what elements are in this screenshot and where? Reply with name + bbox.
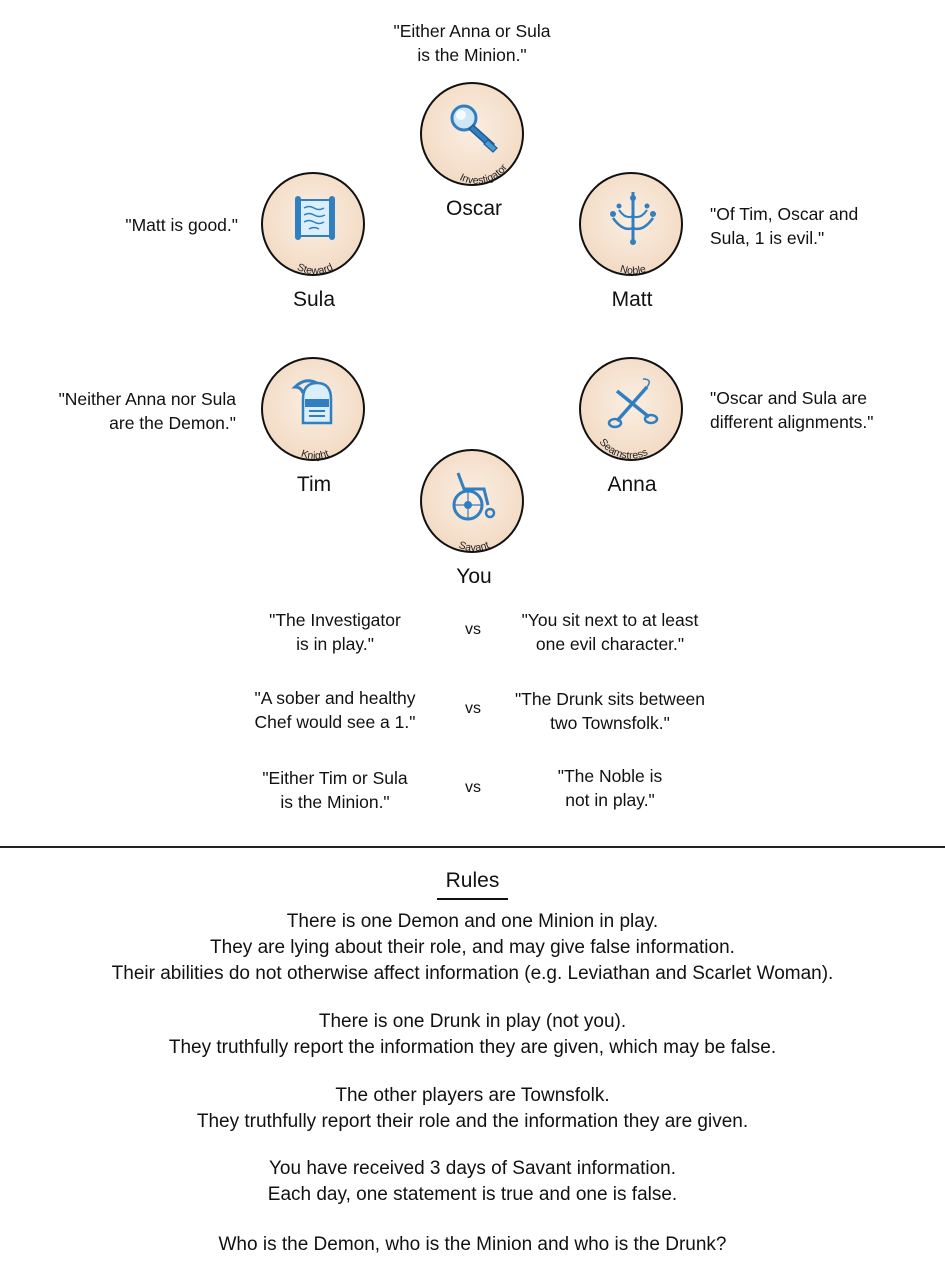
token-matt[interactable] — [579, 172, 683, 276]
savant-day3-right: "The Noble is not in play." — [557, 766, 663, 810]
token-oscar[interactable] — [420, 82, 524, 186]
token-tim[interactable] — [261, 357, 365, 461]
player-name-matt: Matt — [611, 288, 653, 311]
rules-title: Rules — [445, 869, 500, 892]
rules-title-underline — [437, 898, 508, 900]
svg-text:Steward: Steward — [295, 261, 335, 278]
role-label — [422, 84, 526, 188]
role-label — [422, 451, 526, 555]
rule-line: They are lying about their role, and may give false information. — [210, 937, 735, 958]
savant-day1-left: "The Investigator is in play." — [269, 610, 401, 654]
svg-text:Noble: Noble — [618, 263, 648, 278]
token-sula[interactable] — [261, 172, 365, 276]
rule-line: There is one Drunk in play (not you). — [318, 1011, 627, 1032]
player-name-tim: Tim — [296, 473, 332, 496]
rule-question: Who is the Demon, who is the Minion and who is the Drunk? — [218, 1234, 727, 1255]
rule-line: Each day, one statement is true and one is false. — [267, 1184, 678, 1205]
svg-text:Investigator: Investigator — [457, 162, 510, 187]
svg-text:Seamstress: Seamstress — [596, 436, 650, 462]
role-label — [581, 174, 685, 278]
matt-claim: "Of Tim, Oscar and Sula, 1 is evil." — [710, 204, 859, 248]
rule-line: They truthfully report their role and the information they are given. — [196, 1111, 749, 1132]
rule-line: There is one Demon and one Minion in play. — [286, 911, 659, 932]
token-anna[interactable] — [579, 357, 683, 461]
oscar-claim: "Either Anna or Sula is the Minion." — [393, 21, 551, 65]
rule-line: The other players are Townsfolk. — [335, 1085, 610, 1106]
vs-label: vs — [465, 621, 481, 638]
svg-text:Knight: Knight — [299, 447, 331, 463]
role-label — [263, 359, 367, 463]
rule-line: Their abilities do not otherwise affect information (e.g. Leviathan and Scarlet Woman). — [111, 963, 834, 984]
player-name-anna: Anna — [607, 473, 657, 496]
savant-day1-right: "You sit next to at least one evil character." — [521, 610, 699, 654]
savant-day3-left: "Either Tim or Sula is the Minion." — [262, 768, 408, 812]
player-name-oscar: Oscar — [445, 197, 502, 220]
sula-claim: "Matt is good." — [125, 215, 238, 235]
player-name-you: You — [456, 565, 492, 588]
tim-claim: "Neither Anna nor Sula are the Demon." — [58, 389, 236, 433]
player-name-sula: Sula — [292, 288, 336, 311]
savant-day2-left: "A sober and healthy Chef would see a 1." — [254, 688, 416, 732]
role-label — [581, 359, 685, 463]
role-label — [263, 174, 367, 278]
section-divider — [0, 846, 945, 848]
rule-line: You have received 3 days of Savant information. — [269, 1158, 676, 1179]
token-you[interactable] — [420, 449, 524, 553]
vs-label: vs — [465, 700, 481, 717]
rule-line: They truthfully report the information they are given, which may be false. — [168, 1037, 777, 1058]
svg-text:Savant: Savant — [457, 539, 492, 555]
savant-day2-right: "The Drunk sits between two Townsfolk." — [514, 689, 706, 733]
vs-label: vs — [465, 779, 481, 796]
anna-claim: "Oscar and Sula are different alignments." — [710, 388, 874, 432]
